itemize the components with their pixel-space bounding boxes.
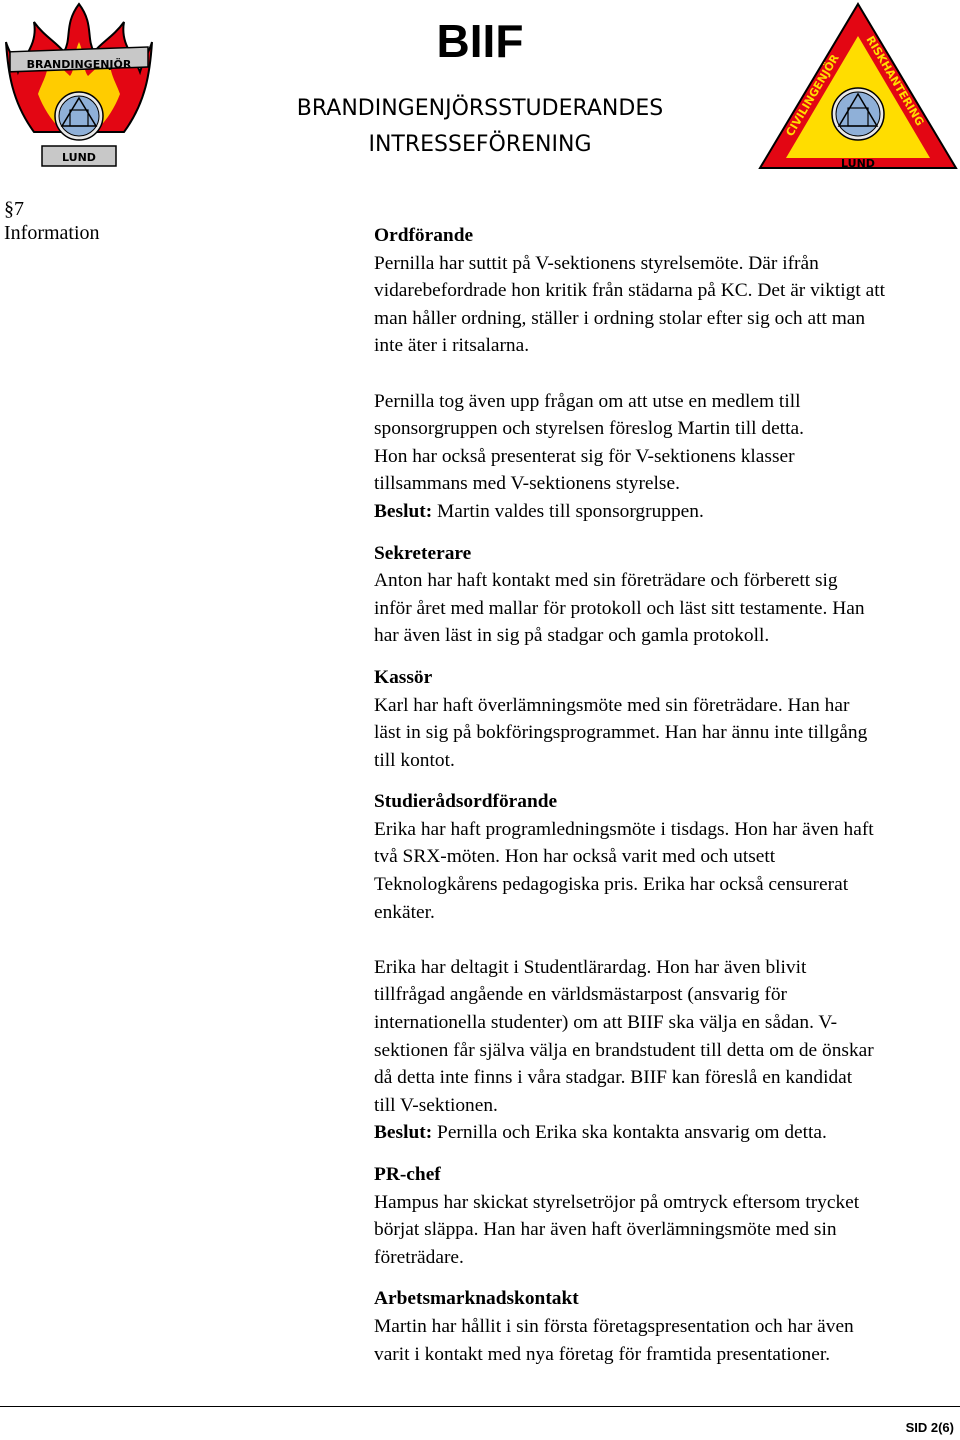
heading-studieradsordforande: Studierådsordförande: [374, 791, 558, 813]
text-line: till kontot.: [374, 749, 455, 771]
page-number: SID 2(6): [905, 1420, 954, 1435]
footer-divider: [0, 1406, 960, 1407]
text-line: man håller ordning, ställer i ordning stolar efter sig och att man: [374, 307, 866, 329]
text-line: varit i kontakt med nya företag för framtida presentationer.: [374, 1343, 831, 1365]
ordforande-decision: [374, 498, 958, 526]
studieradsordforande-paragraph-1: [374, 816, 958, 926]
heading-pr-chef: PR-chef: [374, 1164, 441, 1185]
section-label: Information: [4, 222, 100, 244]
text-line: företrädare.: [374, 1246, 464, 1268]
text-line: Pernilla tog även upp frågan om att utse en medlem till: [374, 390, 801, 412]
text-line: vidarebefordrade hon kritik från städarna på KC. Det är viktigt att: [374, 280, 885, 302]
text-line: läst in sig på bokföringsprogrammet. Han har ännu inte tillgång: [374, 722, 868, 744]
text-line: tillfrågad angående en världsmästarpost (ansvarig för: [374, 984, 787, 1006]
text-line: internationella studenter) om att BIIF ska välja en sådan. V-: [374, 1012, 838, 1034]
text-line: inte äter i ritsalarna.: [374, 335, 530, 357]
logo-arc-right-text: RISKHANTERING: [863, 33, 927, 129]
sekreterare-paragraph: [374, 567, 958, 650]
text-line: Erika har deltagit i Studentlärardag. Hon har även blivit: [374, 956, 807, 978]
kassor-paragraph: [374, 692, 958, 775]
logo-right-place-text: LUND: [841, 157, 875, 170]
logo-place-text: LUND: [62, 151, 96, 164]
arbetsmarknadskontakt-paragraph: [374, 1313, 958, 1368]
decision-label: Beslut:: [374, 1122, 433, 1144]
text-line: Pernilla har suttit på V-sektionens styrelsemöte. Där ifrån: [374, 252, 819, 274]
heading-ordforande: Ordförande: [374, 225, 474, 246]
text-line: Karl har haft överlämningsmöte med sin företrädare. Han har: [374, 694, 850, 716]
ordforande-paragraph-1: [374, 250, 958, 360]
text-line: har även läst in sig på stadgar och gamla protokoll.: [374, 625, 770, 647]
text-line: inför året med mallar för protokoll och läst sitt testamente. Han: [374, 597, 865, 619]
pr-chef-paragraph: [374, 1189, 958, 1272]
text-line: Martin har hållit i sin första företagspresentation och har även: [374, 1315, 854, 1337]
text-line: tillsammans med V-sektionens styrelse.: [374, 473, 680, 495]
logo-banner-text: BRANDINGENJÖR: [26, 58, 132, 71]
text-line: då detta inte finns i våra stadgar. BIIF kan föreslå en kandidat: [374, 1067, 853, 1089]
text-line: sektionen får själva välja en brandstudent till detta om de önskar: [374, 1039, 874, 1061]
heading-sekreterare: Sekreterare: [374, 542, 472, 564]
heading-arbetsmarknadskontakt: Arbetsmarknadskontakt: [374, 1288, 579, 1310]
text-line: till V-sektionen.: [374, 1094, 498, 1116]
text-line: Erika har haft programledningsmöte i tisdags. Hon har även haft: [374, 818, 874, 840]
civilingenjor-riskhantering-logo: [758, 2, 958, 172]
text-line: två SRX-möten. Hon har också varit med och utsett: [374, 846, 776, 868]
minutes-content: [374, 222, 958, 1368]
heading-kassor: Kassör: [374, 666, 433, 688]
text-line: Hon har också presenterat sig för V-sektionens klasser: [374, 445, 795, 467]
page-title: BIIF: [436, 15, 524, 67]
section-number: §7: [4, 198, 24, 220]
text-line: Anton har haft kontakt med sin företrädare och förberett sig: [374, 570, 838, 592]
studieradsordforande-decision: [374, 1119, 958, 1147]
decision-text: Martin valdes till sponsorgruppen.: [432, 500, 704, 522]
text-line: Hampus har skickat styrelsetröjor på omtryck eftersom trycket: [374, 1191, 860, 1213]
logo-arc-left-text: CIVILINGENJÖR: [783, 52, 842, 139]
ordforande-paragraph-2: [374, 388, 958, 498]
decision-text: Pernilla och Erika ska kontakta ansvarig om detta.: [432, 1122, 827, 1144]
text-line: enkäter.: [374, 901, 435, 923]
text-line: Teknologkårens pedagogiska pris. Erika har också censurerat: [374, 874, 849, 896]
decision-label: Beslut:: [374, 500, 433, 522]
studieradsordforande-paragraph-2: [374, 954, 958, 1120]
organization-name-line1: BRANDINGENJÖRSSTUDERANDES: [296, 96, 664, 121]
text-line: sponsorgruppen och styrelsen föreslog Martin till detta.: [374, 418, 804, 440]
organization-name-line2: INTRESSEFÖRENING: [368, 132, 592, 157]
text-line: börjat släppa. Han har även haft överlämningsmöte med sin: [374, 1219, 837, 1241]
